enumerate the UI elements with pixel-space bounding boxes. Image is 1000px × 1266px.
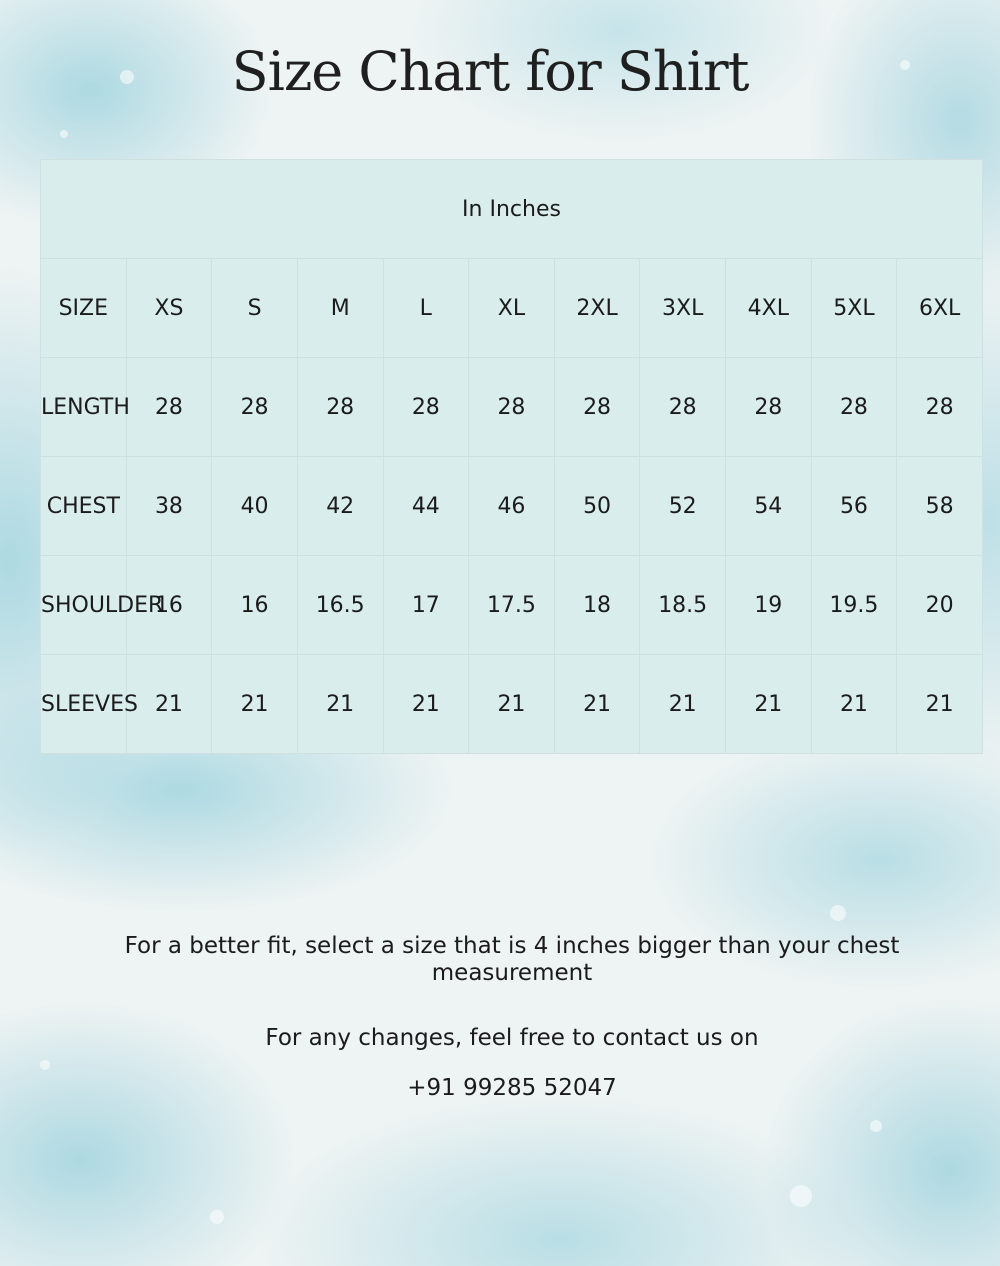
table-cell: 21 <box>126 655 212 754</box>
row-label-chest: CHEST <box>41 457 127 556</box>
table-cell: 19.5 <box>811 556 897 655</box>
table-cell: 28 <box>383 358 469 457</box>
paint-speckle <box>870 1120 882 1132</box>
size-header-cell: XL <box>469 259 555 358</box>
contact-line-text: For any changes, feel free to contact us on <box>265 1025 759 1051</box>
row-label-sleeves: SLEEVES <box>41 655 127 754</box>
page-title: Size Chart for Shirt <box>231 40 749 103</box>
table-row <box>41 358 983 457</box>
row-label-size: SIZE <box>41 259 127 358</box>
table-cell: 28 <box>126 358 212 457</box>
size-header-cell: 2XL <box>554 259 640 358</box>
table-row <box>41 655 983 754</box>
size-header-cell: 6XL <box>897 259 983 358</box>
unit-label: In Inches <box>41 160 983 259</box>
size-header-cell: 4XL <box>726 259 812 358</box>
table-cell: 18 <box>554 556 640 655</box>
table-cell: 50 <box>554 457 640 556</box>
size-header-cell: XS <box>126 259 212 358</box>
table-cell: 42 <box>297 457 383 556</box>
table-cell: 21 <box>726 655 812 754</box>
table-cell: 28 <box>640 358 726 457</box>
table-cell: 38 <box>126 457 212 556</box>
table-cell: 28 <box>726 358 812 457</box>
unit-row <box>41 160 983 259</box>
size-header-cell: L <box>383 259 469 358</box>
table-cell: 16 <box>212 556 298 655</box>
table-cell: 21 <box>212 655 298 754</box>
table-row <box>41 556 983 655</box>
table-cell: 28 <box>212 358 298 457</box>
table-cell: 20 <box>897 556 983 655</box>
table-cell: 56 <box>811 457 897 556</box>
table-cell: 28 <box>297 358 383 457</box>
table-cell: 17.5 <box>469 556 555 655</box>
table-cell: 21 <box>554 655 640 754</box>
size-header-cell: M <box>297 259 383 358</box>
table-cell: 28 <box>811 358 897 457</box>
table-cell: 54 <box>726 457 812 556</box>
size-chart-table <box>40 159 983 754</box>
row-label-shoulder: SHOULDER <box>41 556 127 655</box>
table-cell: 44 <box>383 457 469 556</box>
table-cell: 21 <box>469 655 555 754</box>
size-header-cell: 3XL <box>640 259 726 358</box>
size-header-cell: 5XL <box>811 259 897 358</box>
table-cell: 21 <box>897 655 983 754</box>
table-cell: 19 <box>726 556 812 655</box>
table-cell: 18.5 <box>640 556 726 655</box>
size-header-row <box>41 259 983 358</box>
paint-speckle <box>790 1185 812 1207</box>
phone-number: +91 99285 52047 <box>407 1075 617 1101</box>
table-cell: 28 <box>897 358 983 457</box>
table-cell: 58 <box>897 457 983 556</box>
table-cell: 28 <box>554 358 640 457</box>
paint-speckle <box>40 1060 50 1070</box>
table-row <box>41 457 983 556</box>
fit-tip-text: For a better fit, select a size that is 4 inches bigger than your chest measurement <box>124 933 900 986</box>
paint-speckle <box>210 1210 224 1224</box>
paint-speckle <box>60 130 68 138</box>
row-label-length: LENGTH <box>41 358 127 457</box>
size-header-cell: S <box>212 259 298 358</box>
table-cell: 21 <box>383 655 469 754</box>
table-cell: 16 <box>126 556 212 655</box>
table-cell: 52 <box>640 457 726 556</box>
table-cell: 21 <box>640 655 726 754</box>
table-cell: 40 <box>212 457 298 556</box>
table-cell: 21 <box>811 655 897 754</box>
table-cell: 46 <box>469 457 555 556</box>
table-cell: 17 <box>383 556 469 655</box>
paint-speckle <box>830 905 846 921</box>
table-cell: 16.5 <box>297 556 383 655</box>
table-cell: 28 <box>469 358 555 457</box>
table-cell: 21 <box>297 655 383 754</box>
